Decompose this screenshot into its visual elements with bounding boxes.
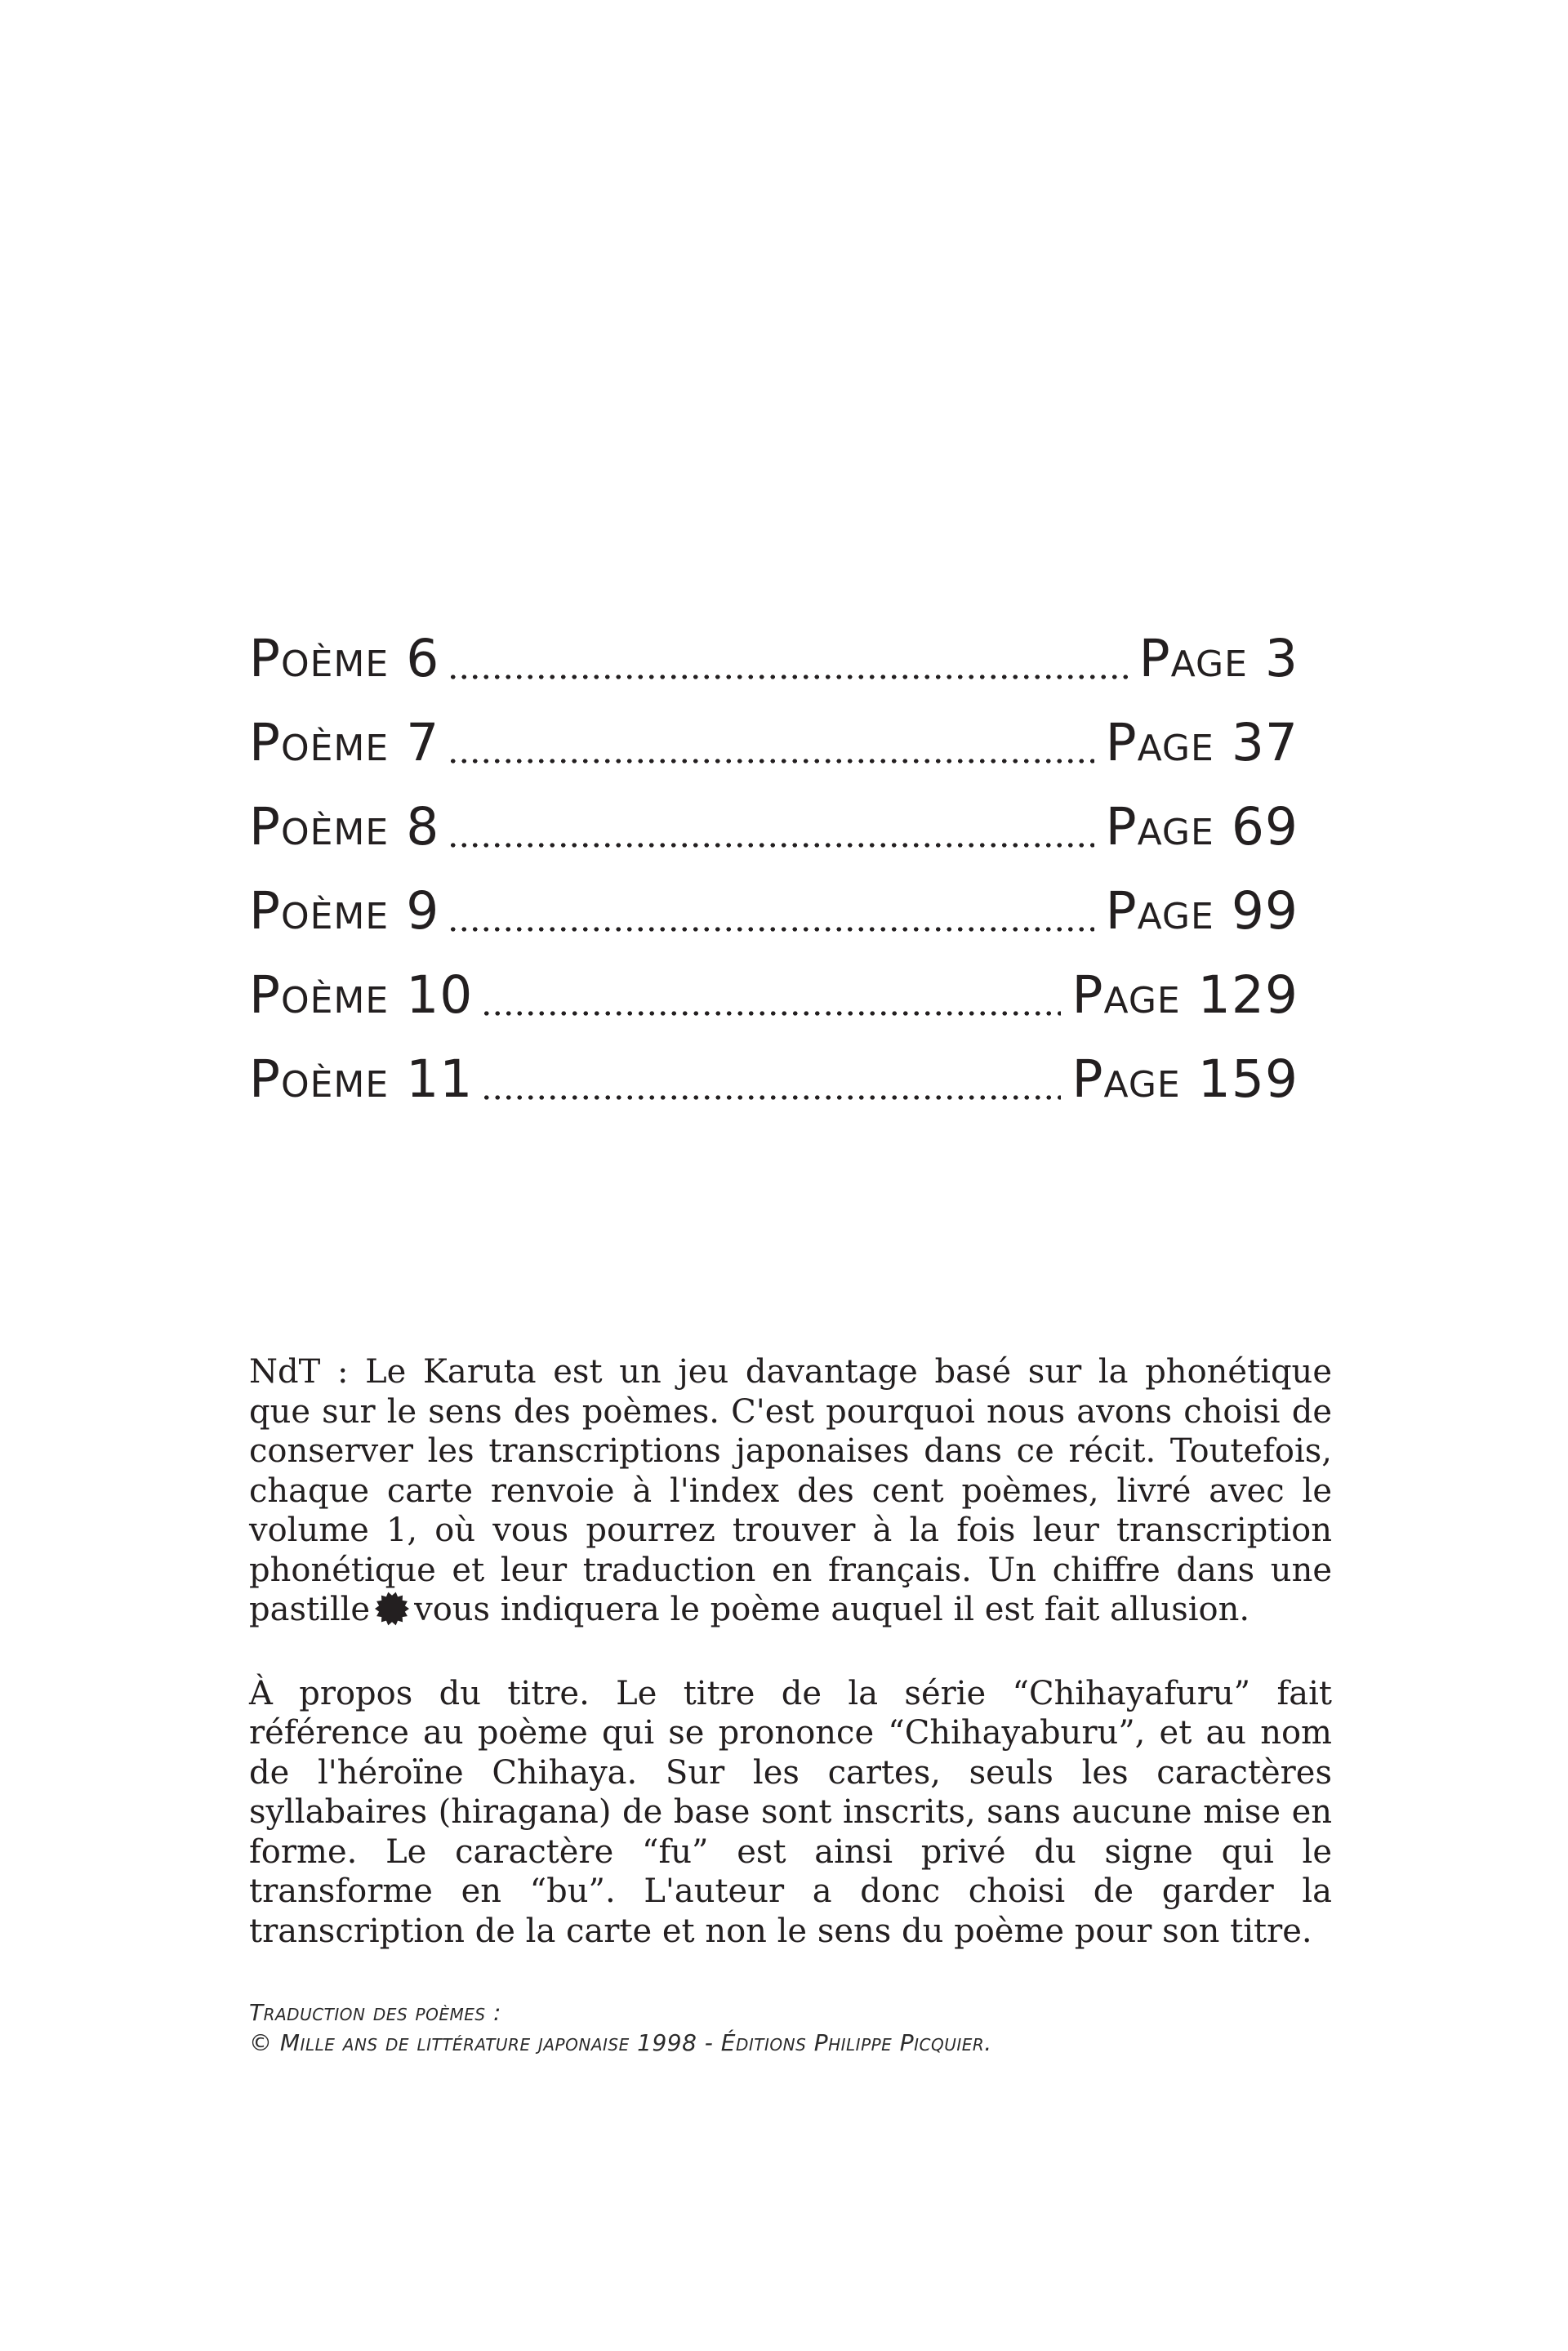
toc-entry-page: Page 37 bbox=[1105, 713, 1298, 773]
toc-entry-title: Poème 9 bbox=[249, 881, 440, 941]
toc-entry-page: Page 159 bbox=[1071, 1049, 1298, 1109]
dotted-leader bbox=[448, 842, 1094, 848]
toc-entry bbox=[249, 604, 1298, 688]
dotted-leader bbox=[448, 758, 1094, 764]
translator-note-text-after: vous indiquera le poème auquel il est fait allusion. bbox=[414, 1591, 1250, 1628]
footer-copyright-line: © Mille ans de littérature japonaise 1998 - Éditions Philippe Picquier. bbox=[249, 2029, 992, 2056]
toc-entry bbox=[249, 1025, 1298, 1109]
toc-entry bbox=[249, 688, 1298, 773]
translator-note-text-before: NdT : Le Karuta est un jeu davantage basé sur la phonétique que sur le sens des poèmes. C'est pourquoi nous avons choisi de conserver les transcriptions japonaises dans ce récit. Toutefois, chaque carte renvoie à l'index des cent poèmes, livré avec le volume 1, où vous pourrez trouver à la fois leur transcription phonétique et leur traduction en français. Un chiffre dans une pastille bbox=[249, 1353, 1332, 1628]
starburst-pastille-icon bbox=[375, 1592, 409, 1626]
notes-section bbox=[249, 1352, 1332, 1951]
toc-entry-title: Poème 11 bbox=[249, 1049, 474, 1109]
toc-entry bbox=[249, 857, 1298, 941]
copyright-footer bbox=[249, 1997, 992, 2058]
toc-entry-page: Page 3 bbox=[1138, 629, 1298, 688]
toc-entry-title: Poème 7 bbox=[249, 713, 440, 773]
toc-entry-title: Poème 8 bbox=[249, 797, 440, 857]
toc-entry-page: Page 69 bbox=[1105, 797, 1298, 857]
toc-entry-page: Page 129 bbox=[1071, 965, 1298, 1025]
toc-entry-page: Page 99 bbox=[1105, 881, 1298, 941]
toc-entry bbox=[249, 773, 1298, 857]
dotted-leader bbox=[481, 1010, 1060, 1017]
toc-entry-title: Poème 6 bbox=[249, 629, 440, 688]
toc-entry bbox=[249, 941, 1298, 1025]
footer-credit-line: Traduction des poèmes : bbox=[249, 1999, 501, 2026]
dotted-leader bbox=[448, 926, 1094, 933]
dotted-leader bbox=[448, 674, 1127, 680]
table-of-contents bbox=[249, 604, 1298, 1109]
title-note: À propos du titre. Le titre de la série “Chihayafuru” fait référence au poème qui se prononce “Chihayaburu”, et au nom de l'héroïne Chihaya. Sur les cartes, seuls les caractères syllabaires (hiragana) de base sont inscrits, sans aucune mise en forme. Le caractère “fu” est ainsi privé du signe qui le transforme en “bu”. L'auteur a donc choisi de garder la transcription de la carte et non le sens du poème pour son titre. bbox=[249, 1674, 1332, 1950]
toc-entry-title: Poème 10 bbox=[249, 965, 474, 1025]
dotted-leader bbox=[481, 1094, 1060, 1101]
translator-note bbox=[249, 1352, 1332, 1630]
